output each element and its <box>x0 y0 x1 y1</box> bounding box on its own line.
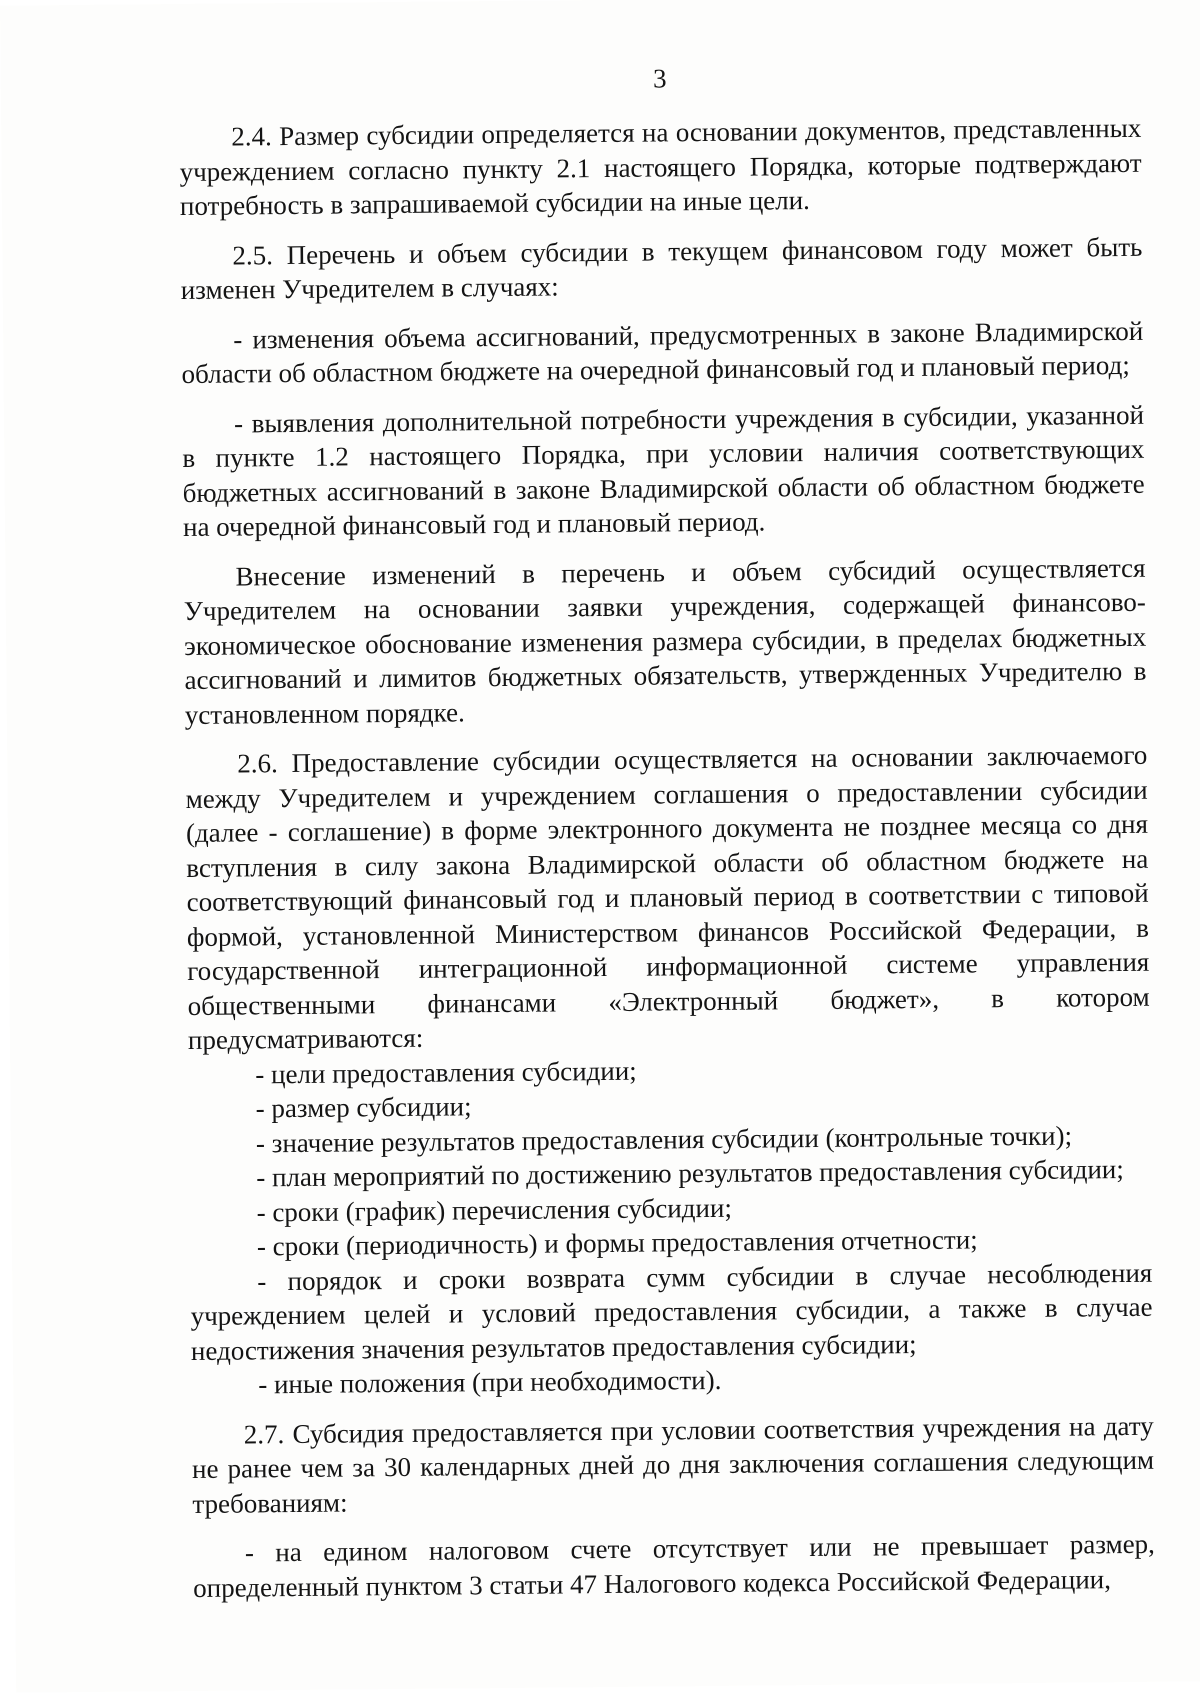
paragraph-2-4: 2.4. Размер субсидии определяется на основании документов, представленных учреждением согласно пункту 2.1 настоящего Порядка, которые подтверждают потребность в запрашиваемой субсидии на иные цели. <box>179 112 1142 222</box>
list-item-refund: - порядок и сроки возврата сумм субсидии в случае несоблюдения учреждением целей и условий предоставления субсидии, а также в случае недостижения значения результатов предоставления субсидии; <box>190 1257 1153 1366</box>
list-item-additional-need: - выявления дополнительной потребности учреждения в субсидии, указанной в пункте 1.2 настоящего Порядка, при условии наличия соответствующих бюджетных ассигнований в законе Владимирской области об областном бюджете на очередной финансовый год и плановый период. <box>182 399 1145 543</box>
paragraph-2-7: 2.7. Субсидия предоставляется при условии соответствия учреждения на дату не ранее чем за 30 календарных дней до дня заключения соглашения следующим требованиям: <box>191 1410 1155 1519</box>
list-item-results: - значение результатов предоставления субсидии (контрольные точки); <box>255 1120 1073 1158</box>
list-item-tax-account: - на едином налоговом счете отсутствует или не превышает размер, определенный пунктом 3 статьи 47 Налогового кодекса Российской Федерации, <box>193 1528 1155 1603</box>
list-item-budget-change: - изменения объема ассигнований, предусмотренных в законе Владимирской области об областном бюджете на очередной финансовый год и плановый период; <box>181 315 1144 390</box>
paragraph-2-6: 2.6. Предоставление субсидии осуществляется на основании заключаемого между Учредителем и учреждением соглашения о предоставлении субсидии (далее - соглашение) в форме электронного документа не позднее месяца со дня вступления в силу закона Владимирской области об областном бюджете на соответствующий финансовый год и плановый период в соответствии с типовой формой, установленной Министерством финансов Российской Федерации, в государственной интеграционной информационной системе управления общественными финансами «Электронный бюджет», в котором предусматриваются: <box>185 739 1150 1056</box>
list-item-other: - иные положения (при необходимости). <box>258 1364 722 1400</box>
list-item-plan: - план мероприятий по достижению результатов предоставления субсидии; <box>256 1154 1124 1193</box>
paragraph-changes: Внесение изменений в перечень и объем субсидий осуществляется Учредителем на основании заявки учреждения, содержащей финансово-экономическое обоснование изменения размера субсидии, в пределах бюджетных ассигнований и лимитов бюджетных обязательств, утвержденных Учредителю в установленном порядке. <box>183 552 1147 730</box>
page-number: 3 <box>652 63 667 94</box>
list-item-reporting: - сроки (периодичность) и формы предоставления отчетности; <box>256 1224 978 1262</box>
paragraph-2-5: 2.5. Перечень и объем субсидии в текущем финансовом году может быть изменен Учредителем в случаях: <box>180 231 1143 306</box>
list-item-schedule: - сроки (график) перечисления субсидии; <box>256 1192 733 1227</box>
list-item-goals: - цели предоставления субсидии; <box>255 1055 637 1089</box>
list-item-amount: - размер субсидии; <box>255 1091 472 1124</box>
